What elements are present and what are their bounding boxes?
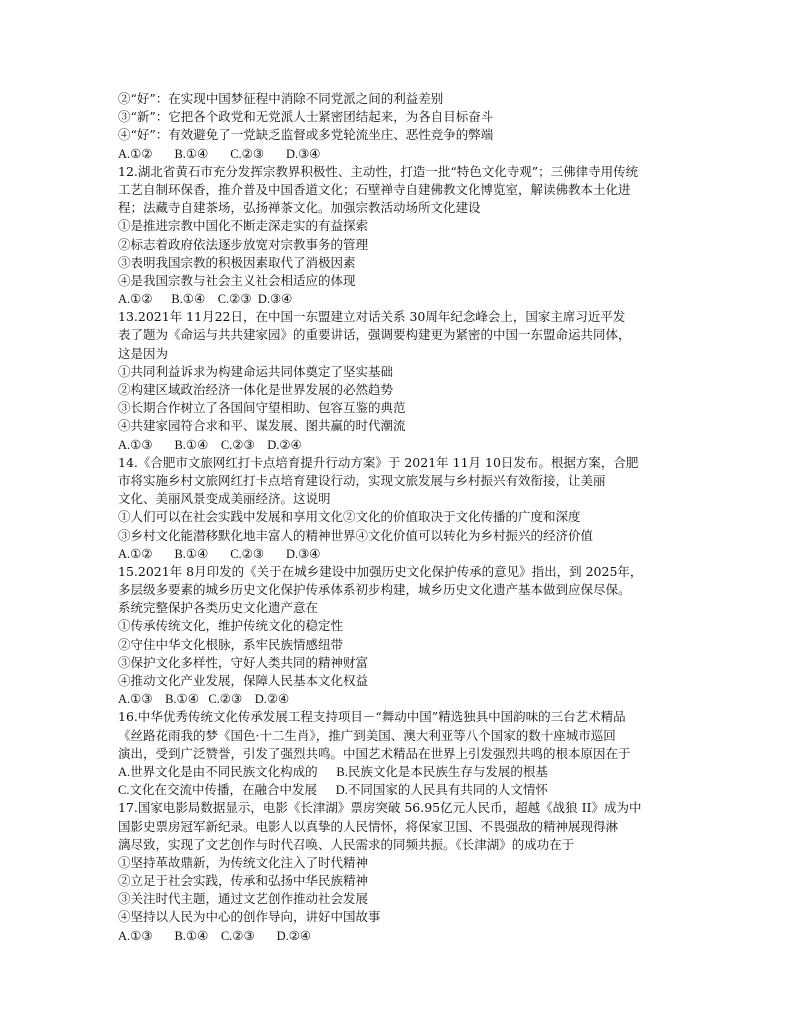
text-line: ④“好”：有效避免了一党缺乏监督或多党轮流坐庄、恶性竞争的弊端 xyxy=(118,127,494,143)
statement-item: ④坚持以人民为中心的创作导向，讲好中国故事 xyxy=(118,909,381,925)
question-15-stem: 系统完整保护各类历史文化遗产意在 xyxy=(118,600,319,616)
answer-options: A.①③ B.①④ C.②③ D.②④ xyxy=(118,437,302,452)
question-13-stem: 13.2021年 11月22日，在中国一东盟建立对话关系 30周年纪念峰会上，国家主席习近平发 xyxy=(118,309,626,325)
statement-item: ②标志着政府依法逐步放宽对宗教事务的管理 xyxy=(118,236,369,252)
question-17-stem: 漓尽致，实现了文艺创作与时代召唤、人民需求的同频共振。《长津湖》的成功在于 xyxy=(118,836,575,852)
statement-item: ③乡村文化能潜移默化地丰富人的精神世界④文化价值可以转化为乡村振兴的经济价值 xyxy=(118,527,594,543)
answer-options: A.①② B.①④ C.②③ D.③④ xyxy=(118,546,321,561)
statement-item: ③关注时代主题，通过文艺创作推动社会发展 xyxy=(118,891,369,907)
question-14-stem: 文化、美丽风景变成美丽经济。这说明 xyxy=(118,491,331,507)
question-17-stem: 17.国家电影局数据显示，电影《长津湖》票房突破 56.95亿元人民币，超越《战狼 II》成为中 xyxy=(118,800,642,816)
answer-options: A.①③ B.①④ C.②③ D.②④ xyxy=(118,928,312,943)
question-14-stem: 14.《合肥市文旅网红打卡点培育提升行动方案》于 2021年 11月 10日发布。根据方案，合肥 xyxy=(118,454,639,470)
question-16-stem: 《丝路花雨我的梦《国色·十二生肖》，推广到美国、澳大利亚等八个国家的数十座城市巡回 xyxy=(118,727,616,743)
text-line: ③“新”：它把各个政党和无党派人士紧密团结起来，为各自目标奋斗 xyxy=(118,109,494,125)
answer-options: A.①③ B.①④ C.②③ D.②④ xyxy=(118,692,290,707)
statement-item: ③长期合作树立了各国间守望相助、包容互鉴的典范 xyxy=(118,400,406,416)
statement-item: ②构建区域政治经济一体化是世界发展的必然趋势 xyxy=(118,382,394,397)
statement-item: ④是我国宗教与社会主义社会相适应的体现 xyxy=(118,272,356,288)
statement-item: ④推动文化产业发展，保障人民基本文化权益 xyxy=(118,673,369,688)
answer-options: A.①② B.①④ C.②③ D.③④ xyxy=(118,146,321,161)
text-line: ②“好”：在实现中国梦征程中消除不同党派之间的利益差别 xyxy=(118,91,444,106)
statement-item: ①传承传统文化，维护传统文化的稳定性 xyxy=(118,618,344,634)
statement-item: ①是推进宗教中国化不断走深走实的有益探索 xyxy=(118,218,369,234)
question-13-stem: 表了题为《命运与共共建家园》的重要讲话，强调要构建更为紧密的中国一东盟命运共同体， xyxy=(118,327,631,343)
question-15-stem: 多层级多要素的城乡历史文化保护传承体系初步构建，城乡历史文化遗产基本做到应保尽保。 xyxy=(118,582,631,598)
question-17-stem: 国影史票房冠军新纪录。电影人以真挚的人民情怀，将保家卫国、不畏强敌的精神展现得淋 xyxy=(118,818,619,834)
answer-options: A.世界文化是由不同民族文化构成的 B.民族文化是本民族生存与发展的根基 xyxy=(118,764,548,779)
statement-item: ③表明我国宗教的积极因素取代了消极因素 xyxy=(118,254,356,270)
question-12-stem: 12.湖北省黄石市充分发挥宗教界积极性、主动性，打造一批“特色文化寺观”；三佛律寺用传统 xyxy=(118,163,639,179)
question-13-stem: 这是因为 xyxy=(118,345,169,361)
question-16-stem: 演出，受到广泛赞誉，引发了强烈共鸣。中国艺术精品在世界上引发强烈共鸣的根本原因在于 xyxy=(118,745,631,761)
statement-item: ①人们可以在社会实践中发展和享用文化②文化的价值取决于文化传播的广度和深度 xyxy=(118,509,581,525)
answer-options: A.①② B.①④ C.②③ D.③④ xyxy=(118,292,293,307)
statement-item: ②立足于社会实践，传承和弘扬中华民族精神 xyxy=(118,873,369,889)
exam-page xyxy=(118,90,688,945)
question-12-stem: 程；法藏寺自建茶场，弘扬禅茶文化。加强宗教活动场所文化建设 xyxy=(118,200,481,216)
statement-item: ①坚持革故鼎新，为传统文化注入了时代精神 xyxy=(118,854,369,870)
statement-item: ②守住中华文化根脉，系牢民族情感纽带 xyxy=(118,636,344,652)
question-16-stem: 16.中华优秀传统文化传承发展工程支持项目－“舞动中国”精选独具中国韵味的三台艺术精品 xyxy=(118,709,626,725)
statement-item: ①共同利益诉求为构建命运共同体奠定了坚实基础 xyxy=(118,363,394,379)
question-15-stem: 15.2021年 8月印发的《关于在城乡建设中加强历史文化保护传承的意见》指出，到 2025年， xyxy=(118,563,643,579)
statement-item: ③保护文化多样性，守好人类共同的精神财富 xyxy=(118,654,369,670)
question-12-stem: 工艺自制环保香，推介普及中国香道文化；石壁禅寺自建佛教文化博览室，解读佛教本土化进 xyxy=(118,181,631,197)
question-14-stem: 市将实施乡村文旅网红打卡点培育建设行动，实现文旅发展与乡村振兴有效衔接，让美丽 xyxy=(118,472,606,488)
statement-item: ④共建家园符合求和平、谋发展、图共赢的时代潮流 xyxy=(118,418,406,434)
answer-options: C.文化在交流中传播，在融合中发展 D.不同国家的人民具有共同的人文情怀 xyxy=(118,783,548,798)
